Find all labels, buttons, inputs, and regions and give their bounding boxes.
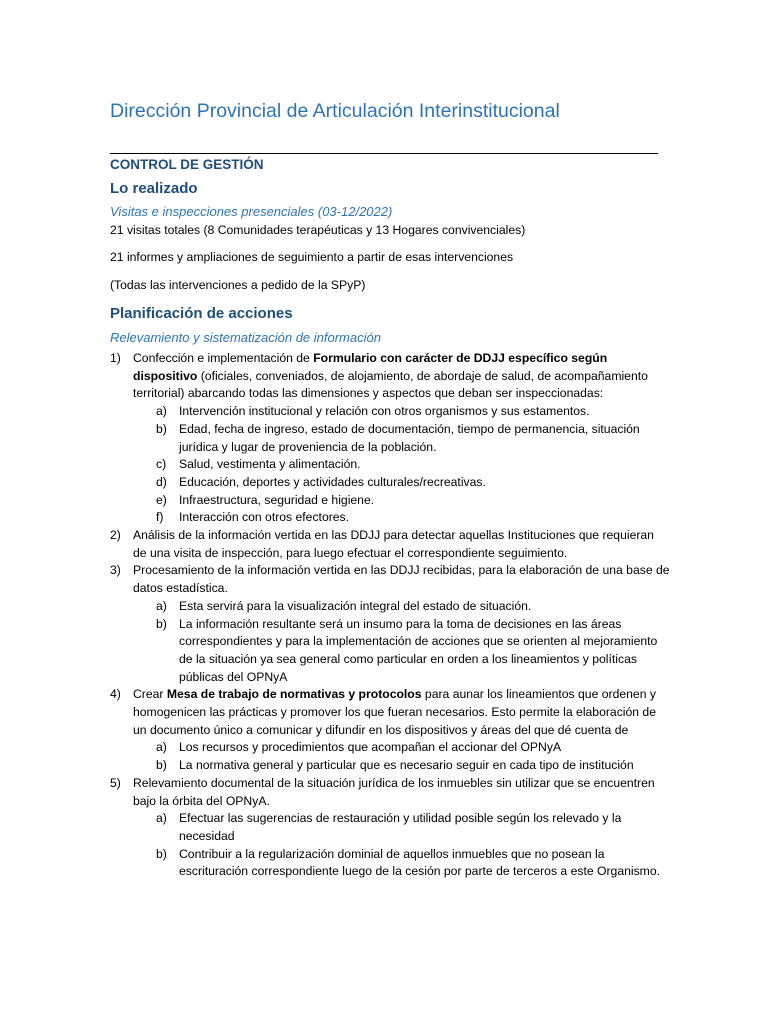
item-number: 5) (110, 775, 121, 790)
plan-heading: Planificación de acciones (110, 305, 293, 322)
item-text (133, 528, 654, 560)
sub-item-number: a) (156, 740, 167, 755)
list-item (110, 527, 670, 562)
section-label: CONTROL DE GESTIÓN (110, 157, 264, 172)
sub-item-number: a) (156, 598, 167, 613)
sub-list-item (133, 846, 670, 881)
sub-item-number: b) (156, 421, 167, 436)
sub-list-item (133, 456, 670, 474)
plan-subheading: Relevamiento y sistematización de información (110, 330, 381, 345)
item-rest: (oficiales, conveniados, de alojamiento, de abordaje de salud, de acompañamiento territorial) abarcando todas las dimensiones y aspectos que deban ser inspeccionadas: (133, 368, 648, 401)
sub-item-text: La normativa general y particular que es necesario seguir en cada tipo de institución (179, 758, 634, 773)
done-line-3: (Todas las intervenciones a pedido de la SPyP) (110, 278, 366, 292)
sub-list (133, 739, 670, 774)
sub-item-text: Efectuar las sugerencias de restauración y utilidad posible según los relevado y la necesidad (179, 811, 622, 843)
sub-item-text: Salud, vestimenta y alimentación. (179, 457, 361, 472)
sub-item-number: e) (156, 492, 167, 507)
item-number: 2) (110, 528, 121, 543)
sub-item-text: Edad, fecha de ingreso, estado de documentación, tiempo de permanencia, situación jurídica y lugar de proveniencia de la población. (179, 421, 640, 454)
sub-list (133, 810, 670, 881)
sub-list-item (133, 810, 670, 845)
sub-item-number: b) (156, 758, 167, 773)
sub-item-number: b) (156, 846, 167, 861)
list-item (110, 350, 670, 527)
item-text (133, 687, 656, 736)
item-number: 4) (110, 687, 121, 702)
item-lead: Crear (133, 687, 167, 702)
sub-list-item (133, 598, 670, 616)
item-text (133, 351, 648, 400)
sub-list-item (133, 757, 670, 775)
done-heading: Lo realizado (110, 180, 198, 197)
sub-item-text: Educación, deportes y actividades culturales/recreativas. (179, 474, 486, 489)
item-text (133, 563, 670, 595)
page-title: Dirección Provincial de Articulación Interinstitucional (110, 100, 560, 122)
sub-list-item (133, 474, 670, 492)
sub-list-item (133, 403, 670, 421)
sub-list-item (133, 616, 670, 687)
item-text (133, 776, 655, 808)
done-subheading: Visitas e inspecciones presenciales (03-12/2022) (110, 204, 393, 219)
sub-item-number: f) (156, 510, 164, 525)
item-bold: Mesa de trabajo de normativas y protocolos (166, 687, 422, 702)
sub-item-number: a) (156, 811, 167, 826)
sub-item-text: Intervención institucional y relación con otros organismos y sus estamentos. (179, 404, 590, 419)
sub-list-item (133, 509, 670, 527)
sub-item-text: La información resultante será un insumo para la toma de decisiones en las áreas correspondientes y para la implementación de acciones que se orienten al mejoramiento de la situación ya sea general como particular en orden a los lineamientos y políticas públicas del OPNyA (179, 616, 658, 684)
done-line-2: 21 informes y ampliaciones de seguimiento a partir de esas intervenciones (110, 250, 514, 264)
sub-item-number: a) (156, 404, 167, 419)
sub-item-text: Interacción con otros efectores. (179, 510, 350, 525)
sub-item-number: c) (156, 457, 167, 472)
item-bold: Formulario con carácter de DDJJ específico según dispositivo (133, 351, 608, 383)
item-lead: Procesamiento de la información vertida en las DDJJ recibidas, para la elaboración de una base de datos estadística. (133, 563, 670, 596)
sub-item-number: b) (156, 616, 167, 631)
item-number: 3) (110, 563, 121, 578)
sub-list-item (133, 492, 670, 510)
list-item (110, 775, 670, 881)
sub-item-text: Esta servirá para la visualización integral del estado de situación. (179, 598, 532, 613)
sub-list (133, 403, 670, 527)
sub-item-text: Los recursos y procedimientos que acompañan el accionar del OPNyA (179, 740, 562, 755)
item-lead: Análisis de la información vertida en las DDJJ para detectar aquellas Instituciones que requieran de una visita de inspección, para luego efectuar el correspondiente seguimiento. (133, 528, 654, 560)
item-rest: para aunar los lineamientos que ordenen y homogenicen las prácticas y promover los que fueran necesarios. Esto permite la elaboración de un documento único a comunicar y difundir en los dispositivos y áreas del que dé cuenta de (133, 687, 656, 737)
sub-list (133, 598, 670, 687)
done-line-1: 21 visitas totales (8 Comunidades terapéuticas y 13 Hogares convivenciales) (110, 223, 526, 237)
action-list (110, 350, 670, 881)
list-item (110, 562, 670, 686)
sub-item-text: Contribuir a la regularización dominial de aquellos inmuebles que no posean la escrituración correspondiente luego de la cesión por parte de terceros a este Organismo. (179, 846, 660, 879)
sub-item-number: d) (156, 474, 167, 489)
sub-item-text: Infraestructura, seguridad e higiene. (179, 492, 375, 507)
title-divider (110, 153, 658, 154)
item-number: 1) (110, 351, 121, 365)
list-item (110, 686, 670, 775)
sub-list-item (133, 739, 670, 757)
item-lead: Relevamiento documental de la situación jurídica de los inmuebles sin utilizar que se encuentren bajo la órbita del OPNyA. (133, 775, 655, 808)
item-lead: Confección e implementación de (133, 351, 314, 365)
sub-list-item (133, 421, 670, 456)
